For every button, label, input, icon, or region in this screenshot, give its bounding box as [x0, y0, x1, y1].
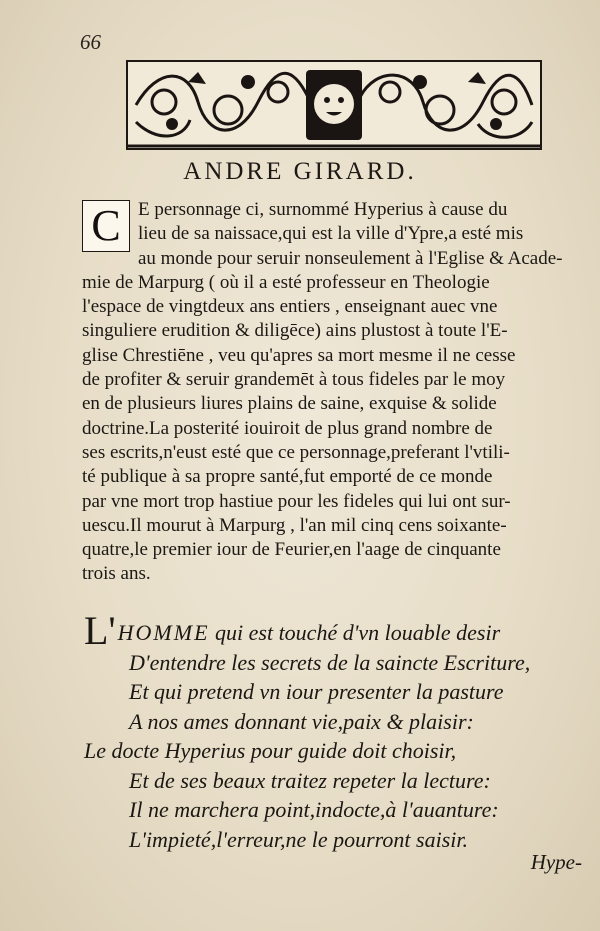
- prose-line: glise Chrestiēne , veu qu'apres sa mort mesme il ne cesse: [82, 344, 516, 366]
- ornament-icon: [128, 62, 540, 148]
- prose-line: ses escrits,n'eust esté que ce personnage,preferant l'vtili-: [82, 441, 510, 463]
- prose-line: E personnage ci, surnommé Hyperius à cause du: [138, 199, 508, 220]
- prose-line: trois ans.: [82, 563, 151, 585]
- prose-line: par vne mort trop hastiue pour les fideles qui lui ont sur-: [82, 490, 511, 512]
- prose-line: au monde pour seruir nonseulement à l'Eglise & Acade-: [138, 247, 563, 269]
- prose-line: l'espace de vingtdeux ans entiers , enseignant auec vne: [82, 296, 498, 318]
- verse-line: Le docte Hyperius pour guide doit choisir,: [84, 738, 457, 763]
- prose-line: en de plusieurs liures plains de saine, exquise & solide: [82, 393, 497, 415]
- verse-line: Et qui pretend vn iour presenter la pasture: [129, 679, 504, 704]
- verse-line: Et de ses beaux traitez repeter la lecture:: [129, 767, 491, 793]
- prose-line: lieu de sa naissace,qui est la ville d'Ypre,a esté mis: [138, 223, 524, 245]
- verse-line: D'entendre les secrets de la saincte Escriture,: [129, 649, 531, 675]
- page-number: 66: [80, 30, 101, 54]
- prose-line: quatre,le premier iour de Feurier,en l'aage de cinquante: [82, 539, 501, 561]
- prose-line: de profiter & seruir grandemēt à tous fideles par le moy: [82, 369, 506, 391]
- sonnet: [84, 608, 584, 854]
- verse-line: [84, 608, 584, 653]
- author-heading: ANDRE GIRARD.: [183, 158, 417, 185]
- biography-text: [82, 198, 592, 587]
- prose-line: té publique à sa propre santé,fut emporté de ce monde: [82, 466, 493, 488]
- prose-line: mie de Marpurg ( où il a esté professeur en Theologie: [82, 271, 490, 293]
- catchword: Hype-: [530, 850, 582, 874]
- verse-line-text: qui est touché d'vn louable desir: [209, 620, 501, 645]
- verse-line: L'impieté,l'erreur,ne le pourront saisir.: [129, 826, 469, 852]
- prose-line: doctrine.La posterité iouiroit de plus grand nombre de: [82, 417, 493, 439]
- verse-caps: HOMME: [117, 620, 210, 645]
- prose-line: uescu.Il mourut à Marpurg , l'an mil cinq cens soixante-: [82, 514, 507, 536]
- prose-line: singuliere erudition & diligēce) ains plustost à toute l'E-: [82, 320, 508, 342]
- verse-line: A nos ames donnant vie,paix & plaisir:: [129, 708, 474, 734]
- verse-initial: L': [84, 608, 116, 653]
- headpiece-ornament: [126, 60, 542, 150]
- drop-cap: C: [82, 200, 130, 252]
- verse-line: Il ne marchera point,indocte,à l'auanture:: [129, 797, 499, 822]
